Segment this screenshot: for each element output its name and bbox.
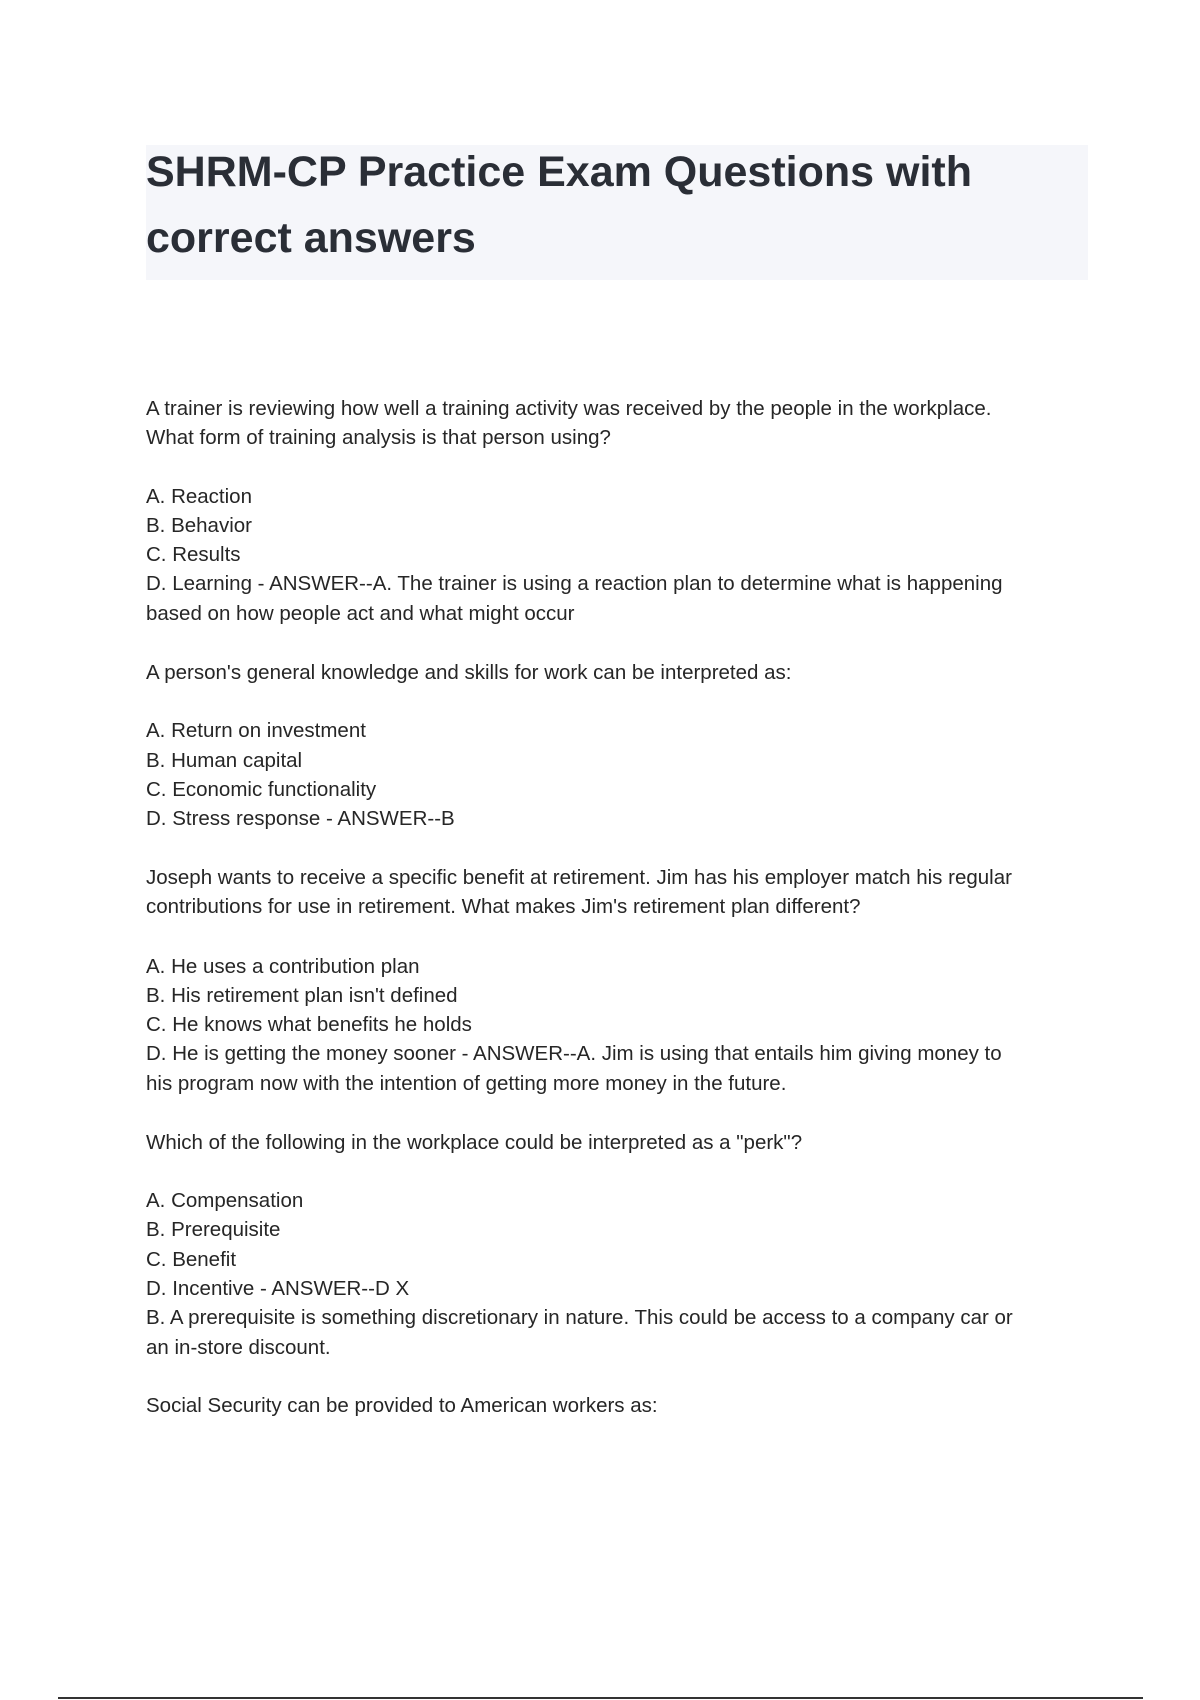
question-3-text-line-1: Joseph wants to receive a specific benefit at retirement. Jim has his employer match his regular	[146, 866, 1012, 889]
question-1-text-line-1: A trainer is reviewing how well a training activity was received by the people in the workplace.	[146, 397, 992, 420]
question-4-option-d-answer: D. Incentive - ANSWER--D X	[146, 1277, 410, 1300]
page-bottom-rule	[58, 1697, 1143, 1699]
question-1-option-c: C. Results	[146, 543, 241, 566]
question-2-option-b: B. Human capital	[146, 749, 303, 772]
question-3-option-d-answer: D. He is getting the money sooner - ANSWER--A. Jim is using that entails him giving money to	[146, 1042, 1002, 1065]
question-2-option-c: C. Economic functionality	[146, 778, 377, 801]
document-title-line-1: SHRM-CP Practice Exam Questions with	[146, 148, 972, 196]
question-3-answer-continued: his program now with the intention of getting more money in the future.	[146, 1072, 787, 1095]
question-4-explanation-line-2: an in-store discount.	[146, 1336, 331, 1359]
document-title-line-2: correct answers	[146, 214, 476, 262]
title-block	[146, 145, 1088, 280]
question-2-text: A person's general knowledge and skills for work can be interpreted as:	[146, 661, 792, 684]
question-4-option-b: B. Prerequisite	[146, 1218, 281, 1241]
question-2-option-d-answer: D. Stress response - ANSWER--B	[146, 807, 455, 830]
question-4-explanation-line-1: B. A prerequisite is something discretionary in nature. This could be access to a company car or	[146, 1306, 1013, 1329]
question-1-answer-continued: based on how people act and what might occur	[146, 602, 575, 625]
question-3-option-c: C. He knows what benefits he holds	[146, 1013, 472, 1036]
question-4-option-a: A. Compensation	[146, 1189, 304, 1212]
question-1-option-d-answer: D. Learning - ANSWER--A. The trainer is using a reaction plan to determine what is happening	[146, 572, 1003, 595]
question-3-text-line-2: contributions for use in retirement. What makes Jim's retirement plan different?	[146, 895, 861, 918]
question-4-text: Which of the following in the workplace could be interpreted as a "perk"?	[146, 1131, 803, 1154]
question-2-option-a: A. Return on investment	[146, 719, 366, 742]
question-1-text-line-2: What form of training analysis is that person using?	[146, 426, 611, 449]
question-3-option-b: B. His retirement plan isn't defined	[146, 984, 458, 1007]
question-5-text: Social Security can be provided to American workers as:	[146, 1394, 658, 1417]
question-4-option-c: C. Benefit	[146, 1248, 237, 1271]
question-3-option-a: A. He uses a contribution plan	[146, 955, 420, 978]
question-1-option-a: A. Reaction	[146, 485, 252, 508]
question-1-option-b: B. Behavior	[146, 514, 252, 537]
